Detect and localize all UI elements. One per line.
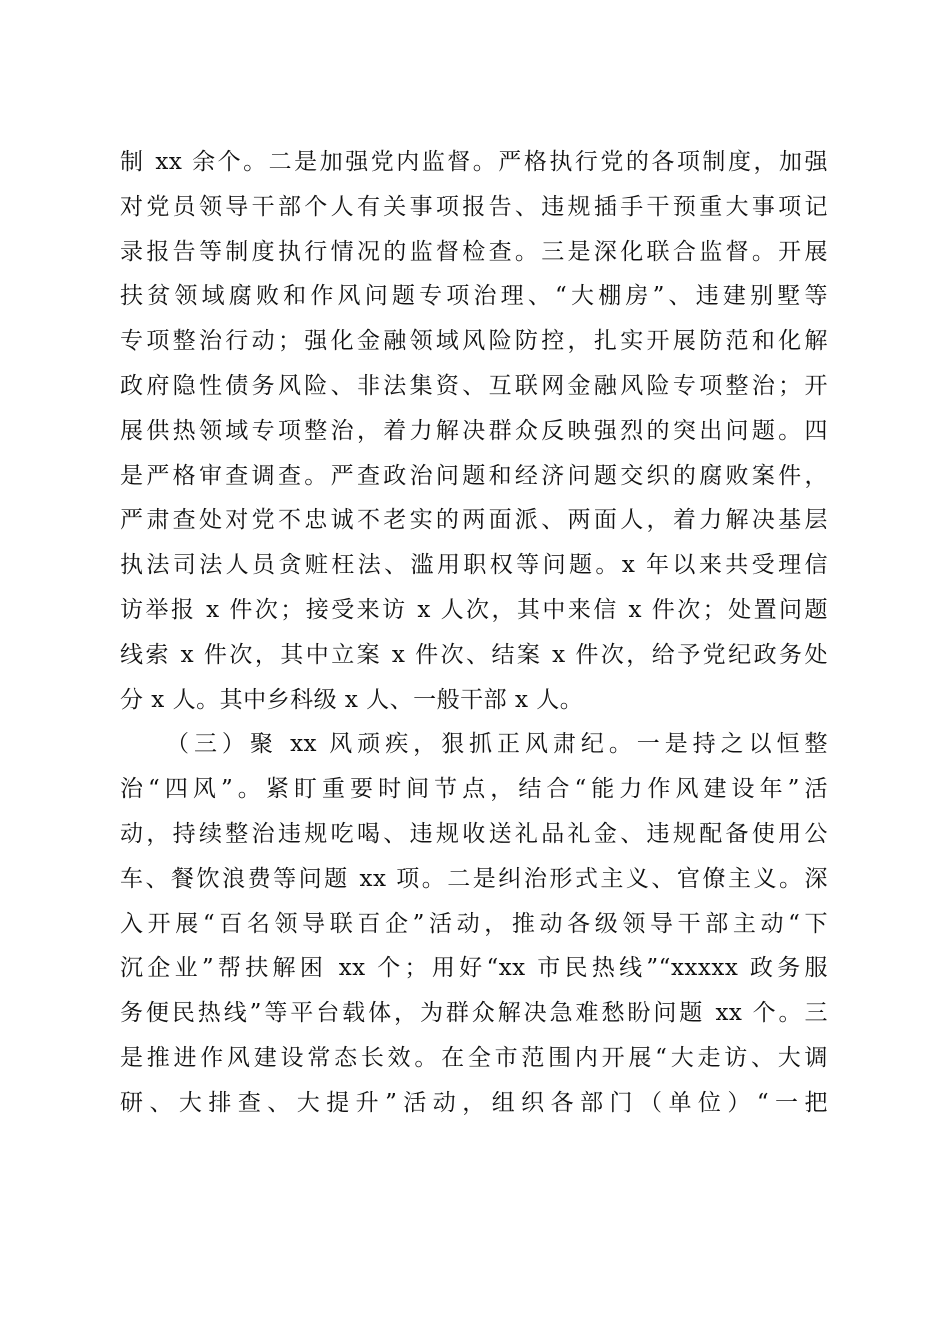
paragraph-line: 对党员领导干部个人有关事项报告、违规插手干预重大事项记: [120, 193, 828, 220]
paragraph-1: [120, 140, 828, 722]
paragraph-line: 分 x 人。其中乡科级 x 人、一般干部 x 人。: [120, 686, 584, 713]
section-heading-line: （三）聚 xx 风顽疾，狠抓正风肃纪。一是持之以恒整: [166, 731, 828, 758]
paragraph-line: 车、餐饮浪费等问题 xx 项。二是纠治形式主义、官僚主义。深: [120, 865, 828, 892]
paragraph-line: 访举报 x 件次；接受来访 x 人次，其中来信 x 件次；处置问题: [120, 596, 828, 623]
paragraph-line: 展供热领域专项整治，着力解决群众反映强烈的突出问题。四: [120, 417, 828, 444]
paragraph-line: 扶贫领域腐败和作风问题专项治理、“大棚房”、违建别墅等: [120, 283, 828, 310]
paragraph-line: 研、大排查、大提升”活动，组织各部门（单位）“一把: [120, 1089, 828, 1116]
paragraph-line: 严肃查处对党不忠诚不老实的两面派、两面人，着力解决基层: [120, 507, 828, 534]
document-body: [120, 140, 828, 1126]
paragraph-line: 录报告等制度执行情况的监督检查。三是深化联合监督。开展: [120, 238, 828, 265]
paragraph-line: 制 xx 余个。二是加强党内监督。严格执行党的各项制度，加强: [120, 149, 828, 175]
paragraph-line: 线索 x 件次，其中立案 x 件次、结案 x 件次，给予党纪政务处: [120, 641, 828, 668]
paragraph-line: 执法司法人员贪赃枉法、滥用职权等问题。x 年以来共受理信: [120, 552, 828, 579]
paragraph-line: 动，持续整治违规吃喝、违规收送礼品礼金、违规配备使用公: [120, 820, 828, 847]
paragraph-line: 沉企业”帮扶解困 xx 个；用好“xx 市民热线”“xxxxx 政务服: [120, 955, 828, 982]
paragraph-line: 是推进作风建设常态长效。在全市范围内开展“大走访、大调: [120, 1044, 828, 1071]
paragraph-line: 政府隐性债务风险、非法集资、互联网金融风险专项整治；开: [120, 372, 828, 399]
paragraph-line: 入开展“百名领导联百企”活动，推动各级领导干部主动“下: [120, 910, 828, 937]
paragraph-line: 务便民热线”等平台载体，为群众解决急难愁盼问题 xx 个。三: [120, 1000, 828, 1027]
paragraph-line: 专项整治行动；强化金融领域风险防控，扎实开展防范和化解: [120, 328, 828, 355]
paragraph-2: [120, 722, 828, 1125]
paragraph-line: 治“四风”。紧盯重要时间节点，结合“能力作风建设年”活: [120, 776, 828, 803]
paragraph-line: 是严格审查调查。严查政治问题和经济问题交织的腐败案件，: [120, 462, 828, 489]
